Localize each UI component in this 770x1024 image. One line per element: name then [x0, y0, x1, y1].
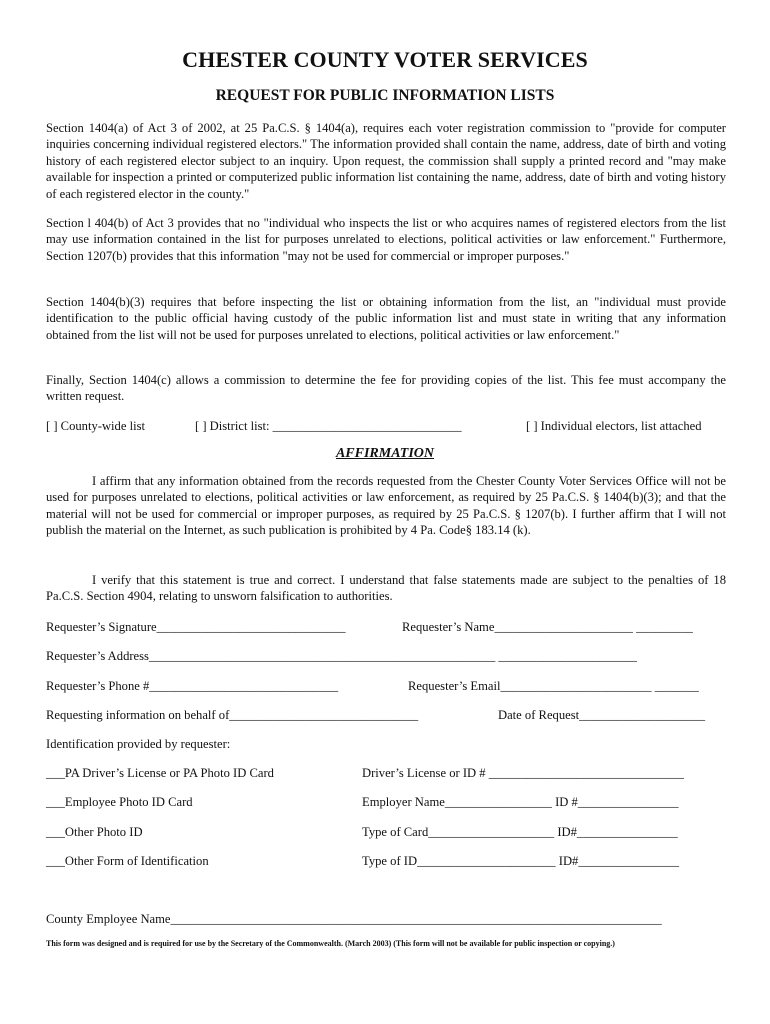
county-employee-name-field[interactable]: County Employee Name______________________________________________________________________________	[46, 912, 662, 926]
id-option-employee-photo-id[interactable]: ___Employee Photo ID Card	[46, 795, 193, 809]
paragraph-section-1404a: Section 1404(a) of Act 3 of 2002, at 25 Pa.C.S. § 1404(a), requires each voter registration commission to "provide for computer inquiries concerning individual registered electors." The information provided shall contain the name, address, date of birth and voting history of each registered elector subject to an inquiry. Upon request, the commission shall supply a printed record and "may make available for inspection a printed or computerized public information list containing the name, address, date of birth and voting history of each registered elector in the county."	[46, 121, 726, 201]
page-title: CHESTER COUNTY VOTER SERVICES	[182, 47, 588, 72]
requester-phone-field[interactable]: Requester’s Phone #______________________________	[46, 679, 339, 693]
id-option-pa-drivers-license[interactable]: ___PA Driver’s License or PA Photo ID Card	[46, 766, 274, 780]
affirmation-heading: AFFIRMATION	[335, 446, 435, 461]
on-behalf-of-field[interactable]: Requesting information on behalf of______________________________	[46, 708, 419, 722]
date-of-request-field[interactable]: Date of Request____________________	[498, 708, 706, 722]
id-option-other-photo-id[interactable]: ___Other Photo ID	[46, 825, 143, 839]
option-district-list[interactable]: [ ] District list: ______________________________	[195, 419, 462, 433]
id-option-other-form[interactable]: ___Other Form of Identification	[46, 854, 209, 868]
paragraph-section-1404b: Section l 404(b) of Act 3 provides that no "individual who inspects the list or who acquires names of registered electors from the list may use information contained in the list for purposes unrelated to elections, political activities or law enforcement." Furthermore, Section 1207(b) provides that this information "may not be used for commercial or improper purposes."	[46, 216, 726, 263]
type-of-card-id-field[interactable]: Type of Card____________________ ID#________________	[362, 825, 678, 839]
requester-signature-field[interactable]: Requester’s Signature______________________________	[46, 620, 346, 634]
identification-label: Identification provided by requester:	[46, 737, 231, 751]
requester-address-field[interactable]: Requester’s Address_______________________________________________________ ______________________	[46, 649, 637, 663]
requester-email-field[interactable]: Requester’s Email________________________ _______	[408, 679, 699, 693]
requester-name-field[interactable]: Requester’s Name______________________ _________	[402, 620, 693, 634]
employer-name-id-field[interactable]: Employer Name_________________ ID #________________	[362, 795, 679, 809]
page-subtitle: REQUEST FOR PUBLIC INFORMATION LISTS	[215, 87, 555, 104]
option-county-wide-list[interactable]: [ ] County-wide list	[46, 419, 145, 433]
drivers-license-number-field[interactable]: Driver’s License or ID # _______________________________	[362, 766, 684, 780]
verification-paragraph: I verify that this statement is true and correct. I understand that false statements made are subject to the penalties of 18 Pa.C.S. Section 4904, relating to unsworn falsification to authorities.	[46, 573, 726, 604]
paragraph-section-1404b3: Section 1404(b)(3) requires that before inspecting the list or obtaining information from the list, an "individual must provide identification to the public official having custody of the public information list and must state in writing that any information obtained from the list will not be used for purposes unrelated to elections, political activities or law enforcement."	[46, 295, 726, 342]
footnote: This form was designed and is required for use by the Secretary of the Commonwealth. (March 2003) (This form will not be available for public inspection or copying.)	[46, 939, 615, 948]
type-of-id-field[interactable]: Type of ID______________________ ID#________________	[362, 854, 680, 868]
option-individual-electors[interactable]: [ ] Individual electors, list attached	[526, 419, 702, 433]
paragraph-section-1404c: Finally, Section 1404(c) allows a commission to determine the fee for providing copies of the list. This fee must accompany the written request.	[46, 373, 726, 404]
affirmation-paragraph: I affirm that any information obtained from the records requested from the Chester County Voter Services Office will not be used for purposes unrelated to elections, political activities or law enforcement, as required by 25 Pa.C.S. § 1404(b)(3); and that the material will not be used for commercial or improper purposes, as required by 25 Pa.C.S. § 1207(b). I further affirm that I will not publish the material on the Internet, as such publication is prohibited by 4 Pa. Code§ 183.14 (k).	[46, 474, 726, 538]
